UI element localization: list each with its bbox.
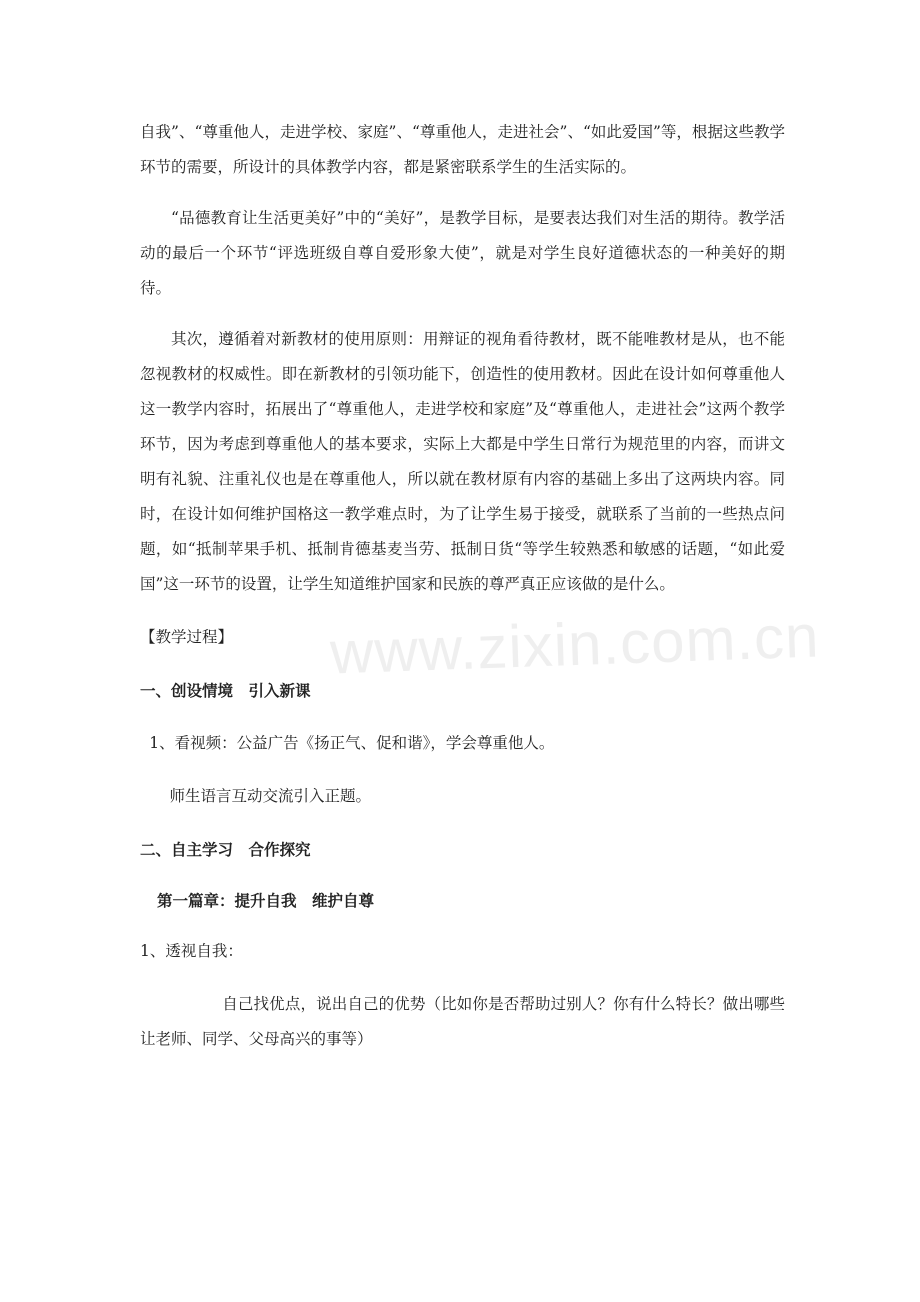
heading-create-situation: 一、创设情境 引入新课 — [140, 681, 311, 700]
watermark: www.zixin.com.cn — [328, 602, 821, 687]
heading-self-study: 二、自主学习 合作探究 — [140, 840, 311, 859]
heading-chapter-one: 第一篇章：提升自我 维护自尊 — [157, 891, 375, 910]
find-strengths-text: 自己找优点，说出自己的优势（比如你是否帮助过别人？你有什么特长？做出哪些让老师、同学、父母高兴的事等） — [140, 995, 785, 1048]
list-item-watch-video: 1、看视频：公益广告《扬正气、促和谐》，学会尊重他人。 — [149, 734, 555, 752]
section-title-teaching-process: 【教学过程】 — [140, 628, 234, 646]
document-body — [140, 115, 785, 1057]
paragraph-beautiful-life: “品德教育让生活更美好”中的“美好”，是教学目标，是要表达我们对生活的期待。教学活动的最后一个环节“评选班级自尊自爱形象大使”，就是对学生良好道德状态的一种美好的期待。 — [140, 209, 785, 297]
paragraph-find-strengths — [140, 987, 785, 1057]
paragraph-interaction-note: 师生语言互动交流引入正题。 — [169, 787, 371, 805]
paragraph-textbook-principles: 其次，遵循着对新教材的使用原则：用辩证的视角看待教材，既不能唯教材是从，也不能忽视教材的权威性。即在新教材的引领功能下，创造性的使用教材。因此在设计如何尊重他人这一教学内容时，拓展出了“尊重他人，走进学校和家庭”及“尊重他人，走进社会”这两个教学环节，因为考虑到尊重他人的基本要求，实际上大都是中学生日常行为规范里的内容，而讲文明有礼貌、注重礼仪也是在尊重他人，所以就在教材原有内容的基础上多出了这两块内容。同时，在设计如何维护国格这一教学难点时，为了让学生易于接受，就联系了当前的一些热点问题，如“抵制苹果手机、抵制肯德基麦当劳、抵制日货“等学生较熟悉和敏感的话题，“如此爱国”这一环节的设置，让学生知道维护国家和民族的尊严真正应该做的是什么。 — [140, 330, 785, 593]
paragraph-design-links: 自我”、“尊重他人，走进学校、家庭”、“尊重他人，走进社会”、“如此爱国”等，根据这些教学环节的需要，所设计的具体教学内容，都是紧密联系学生的生活实际的。 — [140, 123, 785, 176]
list-item-see-through-self: 1、透视自我： — [140, 942, 243, 960]
